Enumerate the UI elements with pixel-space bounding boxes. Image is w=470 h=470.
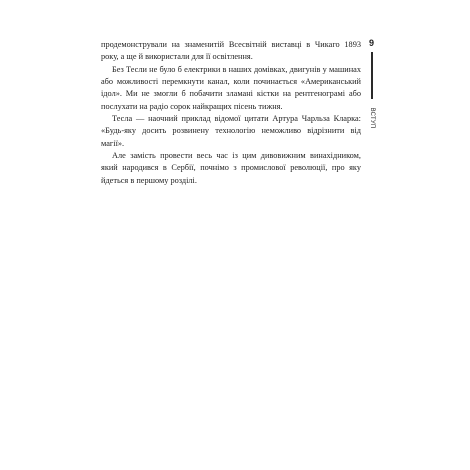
paragraph-clarke-quote: Тесла — наочний приклад відомої цитати Артура Чарльза Кларка: «Будь-яку досить розвинену технологію неможливо відрізнити від магії». — [101, 114, 361, 148]
body-text — [101, 39, 361, 187]
section-tab-label: ВСТУП — [369, 107, 375, 129]
section-tab-rule — [371, 52, 373, 99]
paragraph-continued: продемонстрували на знаменитій Всесвітній виставці в Чикаго 1893 року, а ще й використали для її освітлення. — [101, 40, 361, 62]
page-number: 9 — [369, 38, 375, 48]
paragraph-industrial-revolution: Але замість провести весь час із цим дивовижним винахідником, який народився в Сербії, почнімо з промислової революції, про яку йдеться в першому розділі. — [101, 151, 361, 185]
paragraph-tesla-inventions: Без Тесли не було б електрики в наших домівках, двигунів у машинах або можливості перемкнути канал, коли починається «Американський ідол». Ми не змогли б побачити зламані кістки на рентгенограмі або послухати на радіо сорок найкращих пісень тижня. — [101, 64, 361, 111]
